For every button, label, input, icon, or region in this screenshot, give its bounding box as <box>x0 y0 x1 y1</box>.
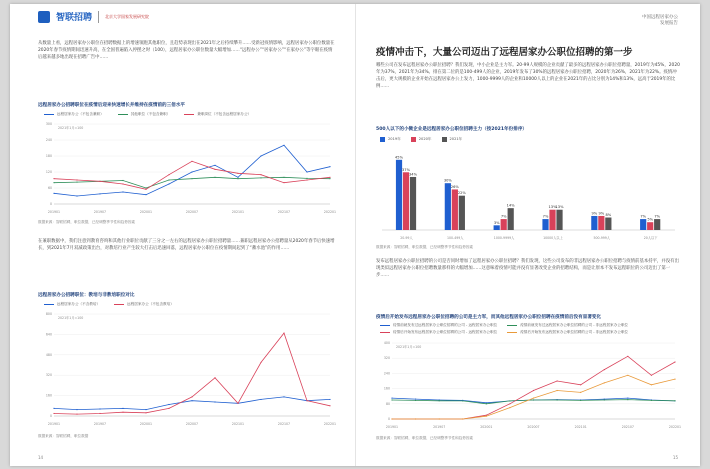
y-tick-label: 320 <box>45 373 52 378</box>
bar <box>410 177 416 230</box>
y-tick-label: 80 <box>385 401 390 406</box>
data-point <box>53 182 54 183</box>
data-point <box>237 403 238 404</box>
data-point <box>439 418 440 419</box>
logo-divider <box>98 11 99 23</box>
legend-item: 远程居家办公（不含教培） <box>44 302 100 307</box>
bar <box>542 219 548 230</box>
x-tick-label: 202101 <box>231 210 245 214</box>
data-point <box>306 171 307 172</box>
paragraph-1: 哪些公司在发布远程居家办公职位招聘？我们发现，中小企业是主力军。20-99人规模的企业贡献了最多的远程居家办公职位招聘量，2019年为45%，2020年为37%，2021年为34%。排在第二位的是100-499人的企业，2019年发布了30%的远程居家办公职位招聘，2020年为26%，2021年为22%。疫情冲击后，更大规模的企业开始在远程居家办公上发力，1000-9999人的企业和10000人以上的企业在2021年的占比分别为14%和13%，远高于2019年的比例…… <box>376 63 680 89</box>
bar <box>549 210 555 230</box>
report-spread <box>10 4 700 466</box>
series-line <box>392 375 675 419</box>
data-point <box>329 177 330 178</box>
data-point <box>99 408 100 409</box>
x-tick-label: 201901 <box>385 425 399 429</box>
data-point <box>329 166 330 167</box>
bar-value-label: 7% <box>640 214 647 219</box>
zhilian-logo-icon <box>38 11 50 23</box>
y-tick-label: 180 <box>45 154 52 158</box>
data-point <box>556 390 557 391</box>
data-point <box>237 177 238 178</box>
legend-item: 疫情后开始发布远程居家办公职位招聘的公司 - 远程居家办公职位 <box>380 330 497 335</box>
data-point <box>191 396 192 397</box>
data-point <box>306 400 307 401</box>
legend-item: 2021年 <box>442 137 463 142</box>
bar-value-label: 7% <box>542 214 549 219</box>
report-header <box>38 10 155 23</box>
data-point <box>580 384 581 385</box>
bar <box>445 183 451 230</box>
data-point <box>214 169 215 170</box>
logo-text: 智联招聘 <box>56 13 93 23</box>
legend-item: 远程居家办公（不包含教培） <box>114 302 174 307</box>
y-tick-label: 320 <box>383 356 390 361</box>
data-point <box>415 418 416 419</box>
data-point <box>674 400 675 401</box>
company-size-bar-chart <box>376 144 681 242</box>
bar-value-label: 34% <box>409 172 418 177</box>
data-point <box>99 193 100 194</box>
data-point <box>283 396 284 397</box>
x-tick-label: 1000-9999人 <box>493 236 515 240</box>
bar-value-label: 3% <box>493 220 500 225</box>
y-tick-label: 480 <box>45 352 52 357</box>
data-point <box>168 179 169 180</box>
bar-value-label: 26% <box>450 184 459 189</box>
chart4-title: 疫情后开始发布远程居家办公职位招聘的公司是主力军，而其他远程居家办公职位招聘在疫情前后没有显著变化 <box>376 315 602 320</box>
data-point <box>283 333 284 334</box>
data-point <box>214 401 215 402</box>
bar <box>459 196 465 230</box>
data-point <box>122 191 123 192</box>
y-tick-label: 160 <box>45 393 52 398</box>
data-point <box>533 399 534 400</box>
data-point <box>509 407 510 408</box>
data-point <box>122 180 123 181</box>
chart4-source: 数据来源：智联招聘，职位数据，已经调整季节性和趋势因素 <box>376 436 474 440</box>
section-heading: 疫情冲击下，大量公司迈出了远程居家办公职位招聘的第一步 <box>376 47 633 58</box>
bar-value-label: 8% <box>605 213 612 218</box>
data-point <box>391 398 392 399</box>
data-point <box>462 418 463 419</box>
data-point <box>237 173 238 174</box>
data-point <box>76 182 77 183</box>
bar <box>556 210 562 230</box>
data-point <box>168 408 169 409</box>
data-point <box>580 392 581 393</box>
data-point <box>329 405 330 406</box>
x-tick-label: 202107 <box>277 210 291 214</box>
bar-value-label: 13% <box>548 205 557 210</box>
x-tick-label: 202001 <box>480 425 493 429</box>
series-line <box>54 145 330 196</box>
series-line <box>392 356 675 419</box>
data-point <box>99 413 100 414</box>
data-point <box>533 398 534 399</box>
legend-item: 疫情前就发布过远程居家办公职位招聘的公司 - 远程居家办公职位 <box>380 323 497 328</box>
data-point <box>651 400 652 401</box>
data-point <box>191 400 192 401</box>
bar <box>640 219 646 230</box>
x-tick-label: 20-99人 <box>400 236 413 240</box>
data-point <box>391 418 392 419</box>
data-point <box>283 145 284 146</box>
data-point <box>145 409 146 410</box>
bar-value-label: 9% <box>598 211 605 216</box>
data-point <box>145 194 146 195</box>
x-tick-label: 201901 <box>47 210 61 214</box>
data-point <box>580 400 581 401</box>
x-tick-label: 500-999人 <box>593 236 611 240</box>
bar <box>598 216 604 230</box>
bar-value-label: 7% <box>500 214 507 219</box>
y-tick-label: 160 <box>383 386 390 391</box>
data-point <box>627 398 628 399</box>
data-point <box>462 400 463 401</box>
series-line <box>54 161 330 189</box>
x-tick-label: 202007 <box>527 425 540 429</box>
data-point <box>53 193 54 194</box>
chart4-line-chart <box>376 337 681 431</box>
bar <box>452 189 458 230</box>
paragraph-2: 在兼职数据中，我们注意到教育咨询和其他行业职位贡献了三分之一左右的远程居家办公职位招聘量……兼职远程居家办公招聘量从2020年春节后快速增长，到2021年7月双减政策出台，对教培行业产生较大打击后迅速回落，远程居家办公职位在疫情期间起到了“蓄水池”的作用…… <box>38 239 335 251</box>
data-point <box>260 155 261 156</box>
y-tick-label: 300 <box>45 122 52 126</box>
data-point <box>283 182 284 183</box>
data-point <box>329 178 330 179</box>
bar-value-label: 13% <box>555 205 564 210</box>
y-tick-label: 800 <box>45 312 52 316</box>
x-tick-label: 201907 <box>433 425 446 429</box>
x-tick-label: 202001 <box>139 422 153 426</box>
chart2-source: 数据来源：智联招聘，职位数据 <box>38 434 89 438</box>
chart-note: 2021年1月=100 <box>58 126 84 130</box>
x-tick-label: 202007 <box>185 210 199 214</box>
data-point <box>122 183 123 184</box>
chart1-legend <box>44 112 251 117</box>
series-line <box>54 333 330 414</box>
data-point <box>306 178 307 179</box>
left-page <box>10 4 355 466</box>
data-point <box>53 178 54 179</box>
data-point <box>260 177 261 178</box>
bar <box>654 219 660 230</box>
y-tick-label: 0 <box>49 202 52 206</box>
data-point <box>509 400 510 401</box>
bar-value-label: 14% <box>506 203 515 208</box>
data-point <box>76 409 77 410</box>
bar <box>591 216 597 230</box>
data-point <box>604 382 605 383</box>
data-point <box>627 356 628 357</box>
paragraph-1: 从数量上看，远程居家办公职位在招聘数据上的增速领跑其他职位，且趋势表现出在2021年之后持续攀升……受新冠疫情影响，远程居家办公职位数量在2020年春节疫情期间迅速升高，在全国普遍陷入停摆之时（100），远程居家办公职位数量大幅增加……“远程办公”“居家办公”“在家办公”等字眼在疫情后越来越多地出现在招聘广告中…… <box>38 41 335 60</box>
y-tick-label: 400 <box>383 341 390 345</box>
legend-item: 2019年 <box>380 137 401 142</box>
bar-chart-title: 500人以下的小微企业是远程居家办公职位招聘主力（按2021年份排序） <box>376 127 528 132</box>
data-point <box>604 369 605 370</box>
bar-value-label: 30% <box>443 178 452 183</box>
data-point <box>556 380 557 381</box>
data-point <box>145 187 146 188</box>
data-point <box>191 161 192 162</box>
data-point <box>533 390 534 391</box>
page-number: 14 <box>38 455 44 460</box>
legend-item: 疫情后开始发布远程居家办公职位招聘的公司 - 非远程居家办公职位 <box>507 330 628 335</box>
data-point <box>486 416 487 417</box>
data-point <box>168 183 169 184</box>
data-point <box>237 178 238 179</box>
data-point <box>145 412 146 413</box>
data-point <box>627 375 628 376</box>
data-point <box>214 165 215 166</box>
bar <box>647 222 653 230</box>
x-tick-label: 202107 <box>621 425 634 429</box>
legend-item: 其他职位（不包含兼职） <box>118 112 171 117</box>
series-line <box>54 397 330 410</box>
x-tick-label: 201907 <box>93 422 107 426</box>
data-point <box>329 399 330 400</box>
header-line-1: 中国远程居家办公 <box>642 15 678 20</box>
legend-item: 远程居家办公（不包含兼职） <box>44 112 104 117</box>
chart-note: 2021年1月=100 <box>58 316 84 320</box>
x-tick-label: 201907 <box>93 210 107 214</box>
y-tick-label: 120 <box>45 170 52 174</box>
bar <box>501 219 507 230</box>
y-tick-label: 240 <box>45 138 52 142</box>
x-tick-label: 202107 <box>277 422 291 426</box>
x-tick-label: 202201 <box>668 425 681 429</box>
x-tick-label: 100-499人 <box>446 236 464 240</box>
data-point <box>260 174 261 175</box>
data-point <box>439 400 440 401</box>
data-point <box>651 375 652 376</box>
data-point <box>122 408 123 409</box>
data-point <box>76 195 77 196</box>
data-point <box>168 404 169 405</box>
bar-value-label: 22% <box>457 191 466 196</box>
legend-item: 兼职岗位（不包含远程居家办公） <box>184 112 251 117</box>
bar-value-label: 9% <box>591 211 598 216</box>
page-number: 15 <box>672 455 678 460</box>
data-point <box>415 400 416 401</box>
y-tick-label: 60 <box>47 186 52 190</box>
x-tick-label: 202101 <box>231 422 245 426</box>
chart1-source: 数据来源：智联招聘，职位数据，已经调整季节性和趋势因素 <box>38 220 136 224</box>
chart-note: 2021年1月=100 <box>396 345 422 349</box>
bar <box>605 218 611 230</box>
data-point <box>99 181 100 182</box>
data-point <box>122 412 123 413</box>
bar-chart-legend <box>380 137 462 142</box>
x-tick-label: 20人以下 <box>643 236 658 240</box>
chart1-line-chart <box>38 118 336 216</box>
right-page <box>355 4 700 466</box>
x-tick-label: 202201 <box>323 422 336 426</box>
data-point <box>509 403 510 404</box>
chart4-legend <box>380 323 680 335</box>
y-tick-label: 0 <box>49 414 52 418</box>
bar-value-label: 5% <box>647 217 654 222</box>
bar <box>403 172 409 230</box>
data-point <box>260 399 261 400</box>
bar <box>494 225 500 230</box>
data-point <box>306 179 307 180</box>
data-point <box>604 399 605 400</box>
data-point <box>674 379 675 380</box>
data-point <box>391 399 392 400</box>
bar-chart-source: 数据来源：智联招聘，职位数据，已经调整季节性和趋势因素 <box>376 245 474 249</box>
report-title-header <box>642 15 678 27</box>
data-point <box>674 361 675 362</box>
data-point <box>556 399 557 400</box>
data-point <box>415 398 416 399</box>
x-tick-label: 202201 <box>323 210 336 214</box>
x-tick-label: 202101 <box>574 425 587 429</box>
data-point <box>168 174 169 175</box>
x-tick-label: 10000人以上 <box>543 236 563 240</box>
data-point <box>627 399 628 400</box>
paragraph-2: 发布远程居家办公职位招聘的公司是否同时增加了远程居家办公职位招聘？我们发现，这些公司发布的非远程居家办公职位招聘与疫情前基本持平，并没有出现类似远程居家办公职位招聘数量那样的大幅增加……这意味着疫情可能并没有显著改变企业的招聘结构，而是让原本不发布远程职位的公司迈出了第一步…… <box>376 259 679 278</box>
bar-value-label: 7% <box>654 214 661 219</box>
data-point <box>191 171 192 172</box>
header-line-2: 发展报告 <box>660 21 678 26</box>
y-tick-label: 0 <box>387 417 390 421</box>
data-point <box>214 377 215 378</box>
legend-item: 疫情前就发布过远程居家办公职位招聘的公司 - 非远程居家办公职位 <box>507 323 628 328</box>
data-point <box>53 413 54 414</box>
data-point <box>260 362 261 363</box>
y-tick-label: 640 <box>45 332 52 337</box>
legend-item: 2020年 <box>411 137 432 142</box>
chart2-title: 远程居家办公招聘职位：教培与非教培职位对比 <box>38 293 135 298</box>
data-point <box>191 178 192 179</box>
data-point <box>486 403 487 404</box>
bar <box>508 208 514 230</box>
y-tick-label: 240 <box>383 371 390 376</box>
bar-value-label: 45% <box>395 155 404 160</box>
x-tick-label: 201901 <box>47 422 61 426</box>
chart2-line-chart <box>38 308 336 428</box>
data-point <box>651 384 652 385</box>
bar-value-label: 37% <box>402 167 411 172</box>
data-point <box>76 179 77 180</box>
data-point <box>283 177 284 178</box>
x-tick-label: 202001 <box>139 210 153 214</box>
chart1-title: 远程居家办公招聘职位在疫情后迎来快速增长并维持在疫情前的三倍水平 <box>38 103 186 108</box>
data-point <box>214 177 215 178</box>
data-point <box>53 408 54 409</box>
x-tick-label: 202007 <box>185 422 199 426</box>
chart2-legend <box>44 302 174 307</box>
partner-name: 北京大学国家发展研究院 <box>105 14 150 19</box>
data-point <box>145 189 146 190</box>
data-point <box>76 413 77 414</box>
